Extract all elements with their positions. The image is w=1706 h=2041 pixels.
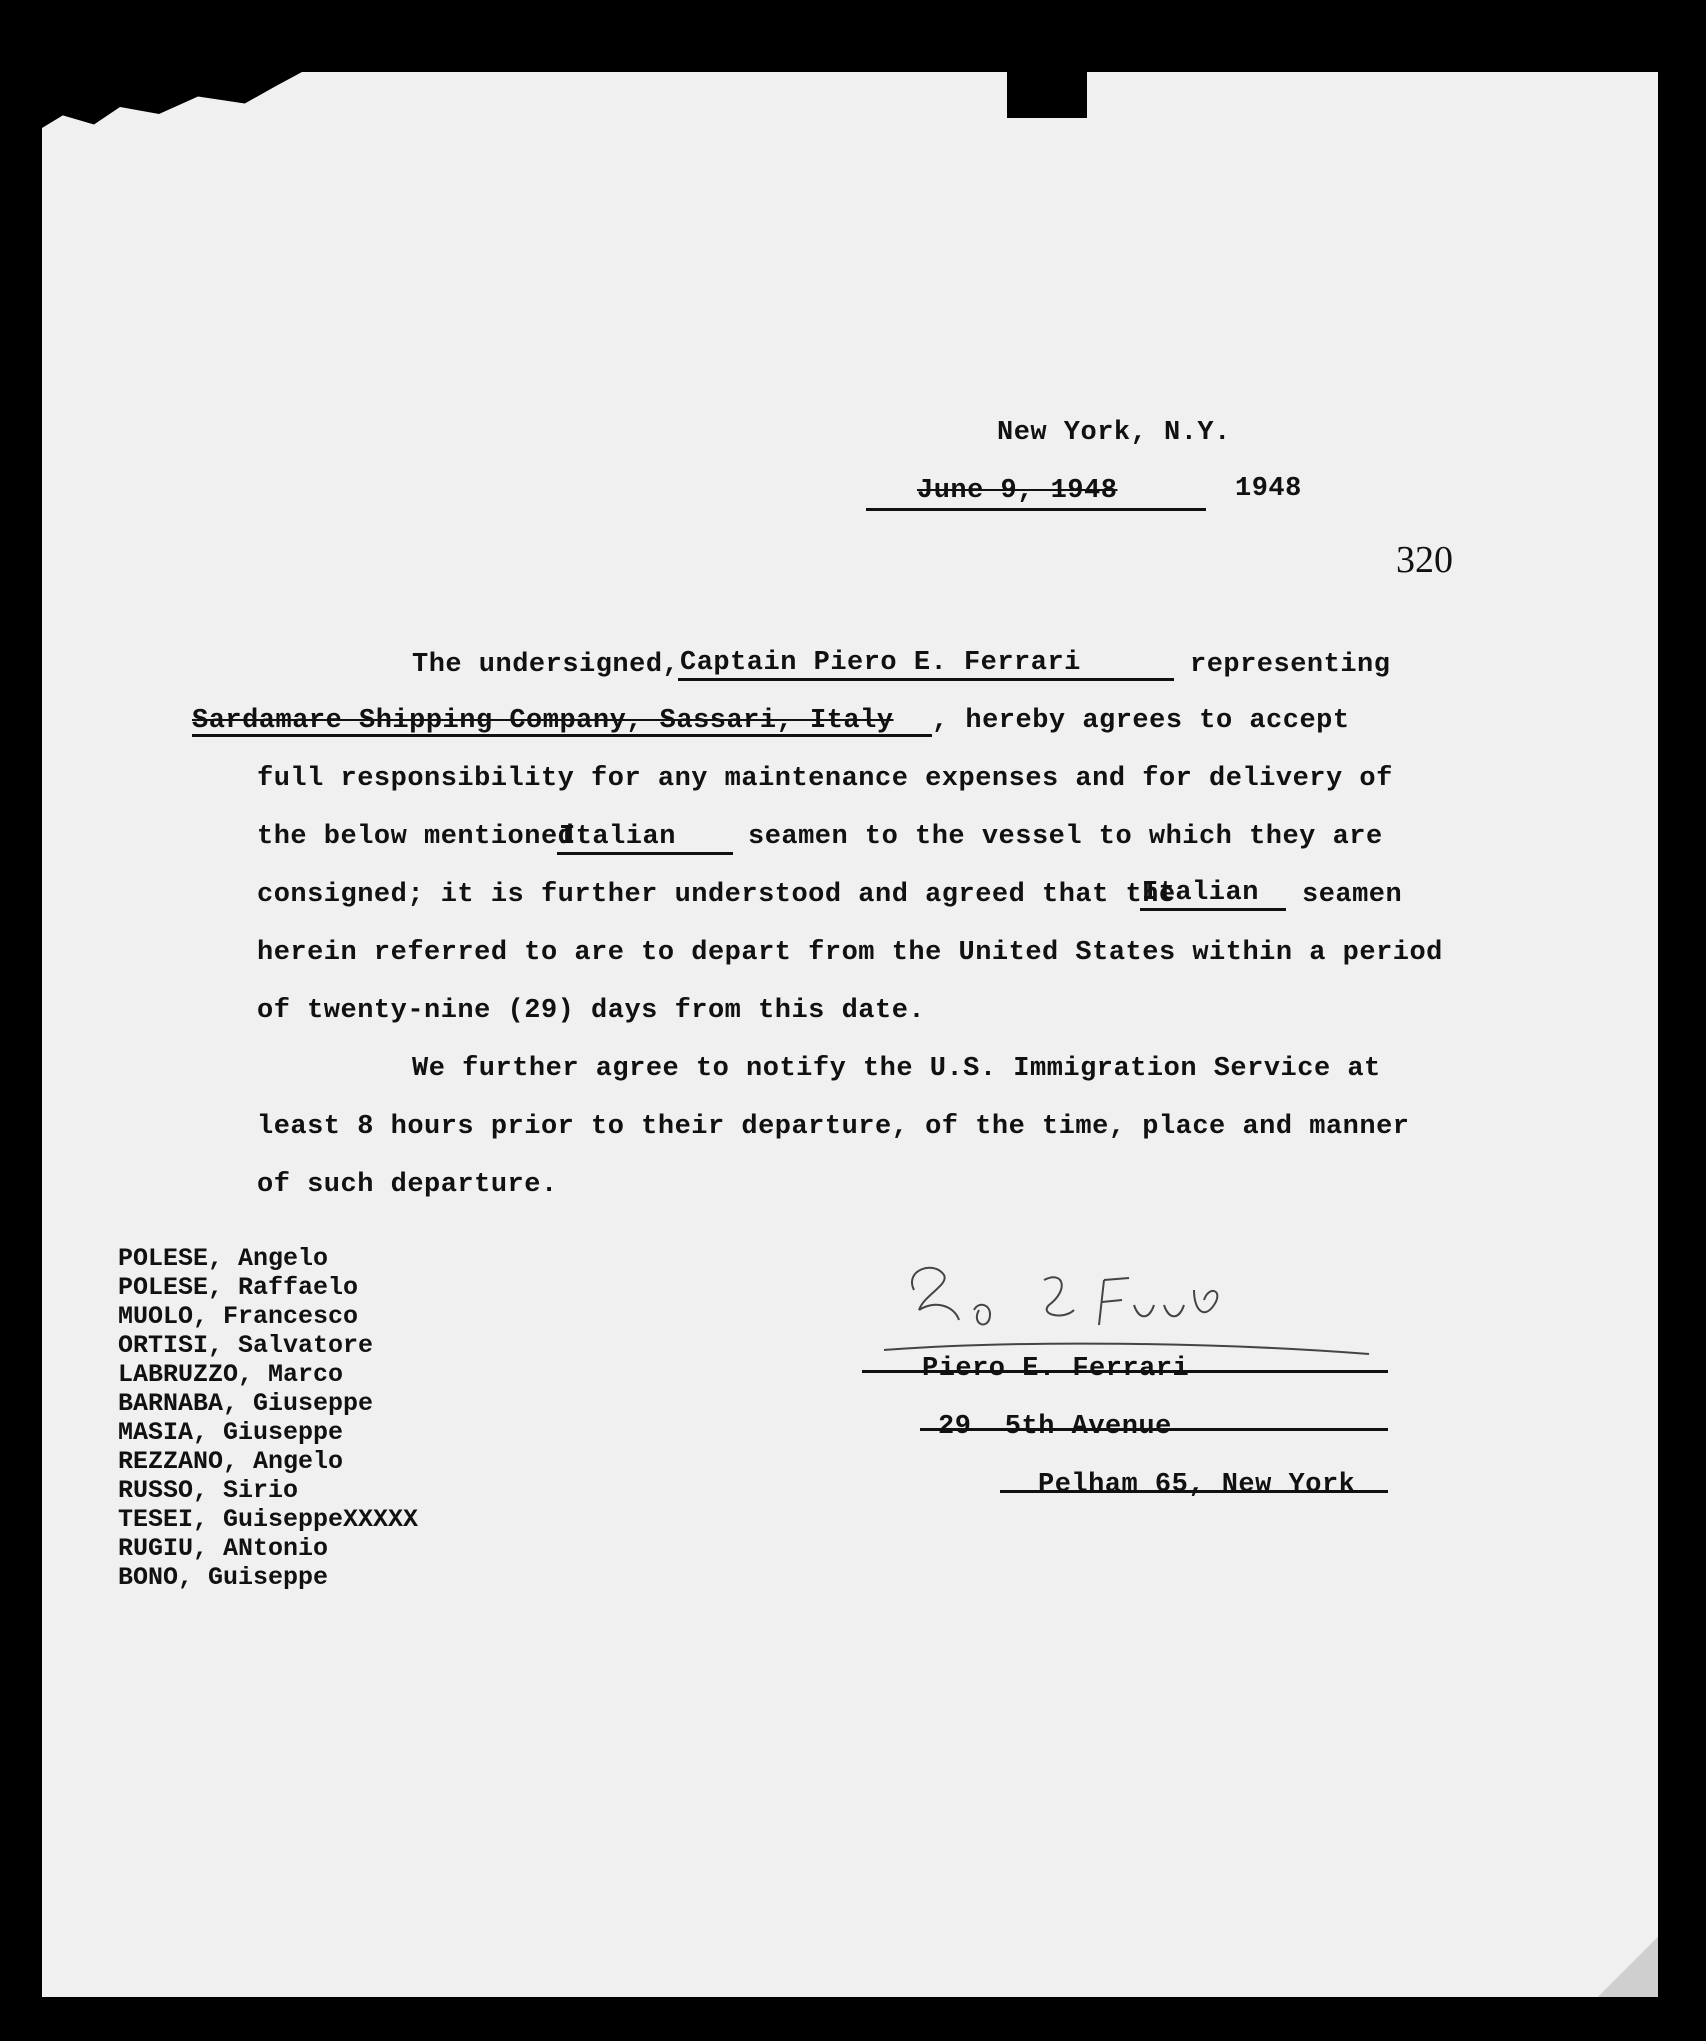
signer-address-line2: Pelham 65, New York xyxy=(1038,1470,1356,1500)
body-line-4b: seamen to the vessel to which they are xyxy=(748,822,1383,852)
black-tab-mark xyxy=(1007,72,1087,118)
crew-member: ORTISI, Salvatore xyxy=(118,1331,374,1360)
body-line-6: herein referred to are to depart from the United States within a period xyxy=(257,938,1443,968)
crew-member: RUGIU, ANtonio xyxy=(118,1534,329,1563)
crew-member: MUOLO, Francesco xyxy=(118,1302,359,1331)
signer-name: Piero E. Ferrari xyxy=(922,1354,1190,1384)
crew-member: POLESE, Angelo xyxy=(118,1244,329,1273)
body-line-7: of twenty-nine (29) days from this date. xyxy=(257,996,926,1026)
company-name: Sardamare Shipping Company, Sassari, Italy xyxy=(192,706,894,736)
handwritten-signature xyxy=(864,1250,1374,1360)
crew-member: BARNABA, Giuseppe xyxy=(118,1389,374,1418)
page-corner-fold xyxy=(1598,1937,1658,1997)
address-line1-underline xyxy=(920,1428,1388,1431)
intro-text: The undersigned, xyxy=(412,650,680,680)
nationality-underline-2 xyxy=(1140,908,1286,911)
crew-member: TESEI, GuiseppeXXXXX xyxy=(118,1505,419,1534)
address-line2-underline xyxy=(1000,1490,1388,1493)
crew-member: REZZANO, Angelo xyxy=(118,1447,344,1476)
crew-member: LABRUZZO, Marco xyxy=(118,1360,344,1389)
body-line-3: full responsibility for any maintenance expenses and for delivery of xyxy=(257,764,1393,794)
printed-year: 1948 xyxy=(1235,474,1302,504)
representative-underline xyxy=(678,678,1174,681)
document-page xyxy=(42,72,1658,1997)
crew-member: POLESE, Raffaelo xyxy=(118,1273,359,1302)
body-line-4a: the below mentioned xyxy=(257,822,575,852)
torn-corner xyxy=(42,72,302,142)
crew-list xyxy=(118,1244,418,1592)
crew-member: RUSSO, Sirio xyxy=(118,1476,299,1505)
representing-text: representing xyxy=(1190,650,1391,680)
agreement-text: , hereby agrees to accept xyxy=(932,706,1350,736)
body-p2-line-1: We further agree to notify the U.S. Immigration Service at xyxy=(412,1054,1381,1084)
date-underline xyxy=(866,508,1206,511)
signer-name-underline xyxy=(862,1370,1388,1373)
body-p2-line-3: of such departure. xyxy=(257,1170,558,1200)
body-p2-line-2: least 8 hours prior to their departure, of the time, place and manner xyxy=(257,1112,1410,1142)
crew-member: MASIA, Giuseppe xyxy=(118,1418,344,1447)
company-underline xyxy=(192,734,932,737)
nationality-field-1: Italian xyxy=(559,822,676,852)
signer-address-line1: 29 5th Avenue xyxy=(938,1412,1172,1442)
body-line-5a: consigned; it is further understood and agreed that the xyxy=(257,880,1176,910)
nationality-underline-1 xyxy=(557,852,733,855)
body-line-5b: seamen xyxy=(1302,880,1403,910)
date-filled: June 9, 1948 xyxy=(917,476,1118,506)
crew-member: BONO, Guiseppe xyxy=(118,1563,329,1592)
representative-name: Captain Piero E. Ferrari xyxy=(680,648,1081,678)
nationality-field-2: Italian xyxy=(1142,878,1259,908)
city-line: New York, N.Y. xyxy=(997,418,1231,448)
document-number: 320 xyxy=(1396,539,1453,581)
